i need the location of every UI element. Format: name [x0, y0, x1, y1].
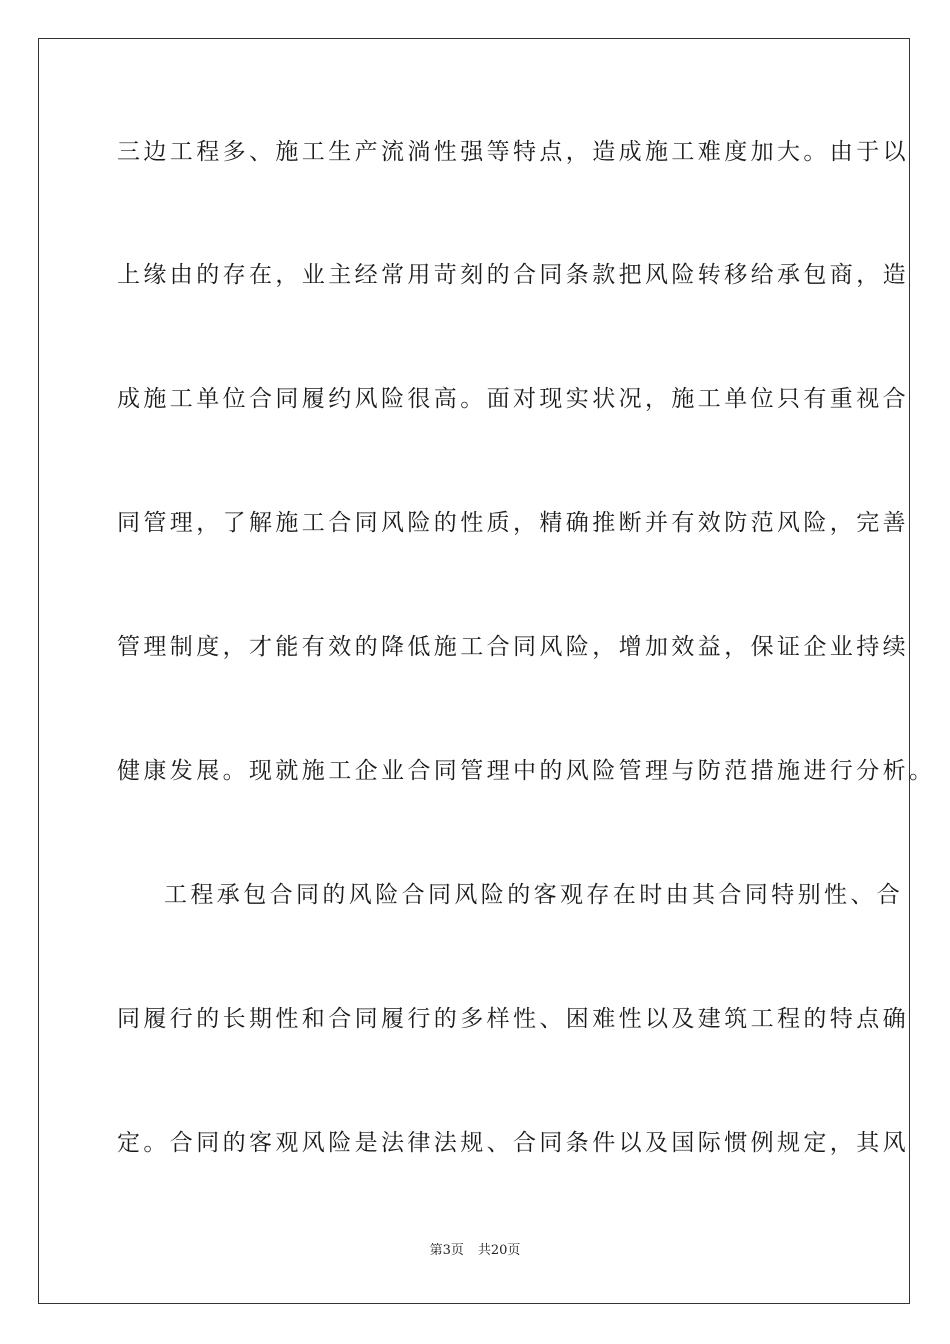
page-number: 第3页: [429, 1243, 464, 1258]
paragraph-line: 三边工程多、施工生产流淌性强等特点，造成施工难度加大。由于以: [117, 139, 909, 165]
page-border: [38, 38, 936, 1304]
page-footer: [0, 1242, 950, 1260]
paragraph-line: 同管理，了解施工合同风险的性质，精确推断并有效防范风险，完善: [117, 510, 909, 536]
paragraph-line: 管理制度，才能有效的降低施工合同风险，增加效益，保证企业持续: [117, 634, 909, 660]
paragraph-line: 同履行的长期性和合同履行的多样性、困难性以及建筑工程的特点确: [117, 1006, 909, 1032]
paragraph-line: 定。合同的客观风险是法律法规、合同条件以及国际惯例规定，其风: [117, 1130, 909, 1156]
paragraph-line: 成施工单位合同履约风险很高。面对现实状况，施工单位只有重视合: [117, 386, 909, 412]
paragraph-line-indented: 工程承包合同的风险合同风险的客观存在时由其合同特别性、合: [164, 882, 904, 908]
page-total: 共20页: [477, 1243, 521, 1258]
paragraph-line: 上缘由的存在，业主经常用苛刻的合同条款把风险转移给承包商，造: [117, 262, 909, 288]
paragraph-line: 健康发展。现就施工企业合同管理中的风险管理与防范措施进行分析。: [117, 758, 936, 784]
